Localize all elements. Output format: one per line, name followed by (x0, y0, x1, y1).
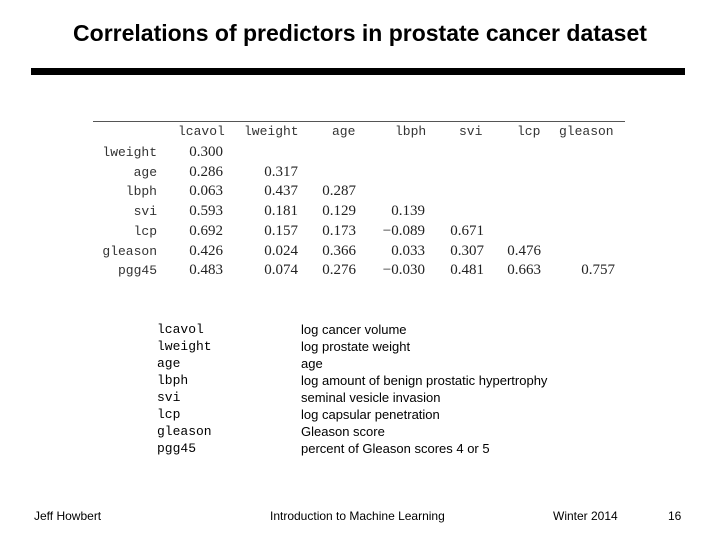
legend-variable-name: age (157, 356, 181, 371)
table-column-header: lweight (244, 124, 299, 139)
table-column-header: svi (459, 124, 483, 139)
legend-variable-description: seminal vesicle invasion (301, 390, 441, 405)
footer-term: Winter 2014 (553, 509, 618, 523)
table-column-header: lbph (395, 124, 427, 139)
footer-author: Jeff Howbert (34, 509, 102, 523)
table-cell: 0.671 (450, 222, 484, 239)
table-cell: 0.287 (322, 183, 356, 200)
table-cell: 0.426 (189, 242, 223, 259)
legend-variable-description: age (301, 356, 323, 371)
slide-title: Correlations of predictors in prostate cancer dataset (73, 20, 647, 46)
table-cell: 0.276 (322, 262, 356, 279)
legend-variable-description: log prostate weight (301, 339, 411, 354)
table-cell: 0.024 (264, 242, 298, 259)
table-cell: 0.663 (507, 262, 541, 279)
legend-variable-description: log amount of benign prostatic hypertrophy (301, 373, 548, 388)
table-row-label: age (133, 164, 157, 180)
table-cell: 0.157 (264, 222, 298, 239)
table-cell: 0.173 (322, 222, 356, 239)
table-cell: 0.437 (264, 183, 298, 200)
table-row-label: gleason (102, 243, 157, 259)
table-column-header: lcp (517, 124, 541, 139)
table-row-label: lcp (133, 223, 157, 239)
table-cell: 0.593 (189, 203, 223, 220)
legend-variable-name: svi (157, 390, 181, 405)
table-cell: 0.074 (264, 262, 298, 279)
legend-variable-name: lcavol (157, 322, 204, 337)
table-cell: 0.300 (189, 144, 223, 160)
table-cell: 0.139 (391, 203, 425, 220)
table-column-header: age (332, 124, 356, 139)
table-cell: 0.317 (264, 163, 298, 180)
title-divider (31, 68, 685, 75)
table-cell: 0.692 (189, 222, 223, 239)
table-cell: 0.033 (391, 242, 425, 259)
table-row-label: lweight (102, 145, 157, 160)
table-cell: 0.181 (264, 203, 298, 220)
table-row-label: lbph (125, 184, 157, 200)
table-cell: 0.063 (189, 183, 223, 200)
table-cell: 0.481 (450, 262, 484, 279)
table-cell: 0.129 (322, 203, 356, 220)
table-row-label: pgg45 (117, 263, 157, 279)
legend-variable-description: log capsular penetration (301, 407, 440, 422)
table-row-label: svi (133, 204, 157, 220)
table-column-header: lcavol (178, 124, 225, 139)
table-column-header: gleason (559, 124, 614, 139)
table-cell: 0.476 (507, 242, 541, 259)
table-top-rule (93, 121, 625, 122)
legend-variable-description: Gleason score (301, 424, 385, 439)
legend-variable-name: lweight (157, 339, 212, 354)
footer-course: Introduction to Machine Learning (270, 509, 445, 523)
legend-variable-name: pgg45 (157, 441, 197, 456)
footer-page-number: 16 (668, 509, 682, 523)
table-cell: 0.483 (189, 262, 223, 279)
legend-variable-name: gleason (157, 424, 212, 439)
legend-variable-description: log cancer volume (301, 322, 407, 337)
legend-variable-name: lcp (157, 407, 181, 422)
table-cell: 0.286 (189, 163, 223, 180)
legend-variable-description: percent of Gleason scores 4 or 5 (301, 441, 490, 456)
table-cell: 0.307 (450, 242, 484, 259)
table-cell: −0.089 (382, 222, 425, 239)
legend-variable-name: lbph (157, 373, 189, 388)
table-cell: 0.366 (322, 242, 356, 259)
table-cell: 0.757 (581, 262, 615, 279)
table-cell: −0.030 (382, 262, 425, 279)
